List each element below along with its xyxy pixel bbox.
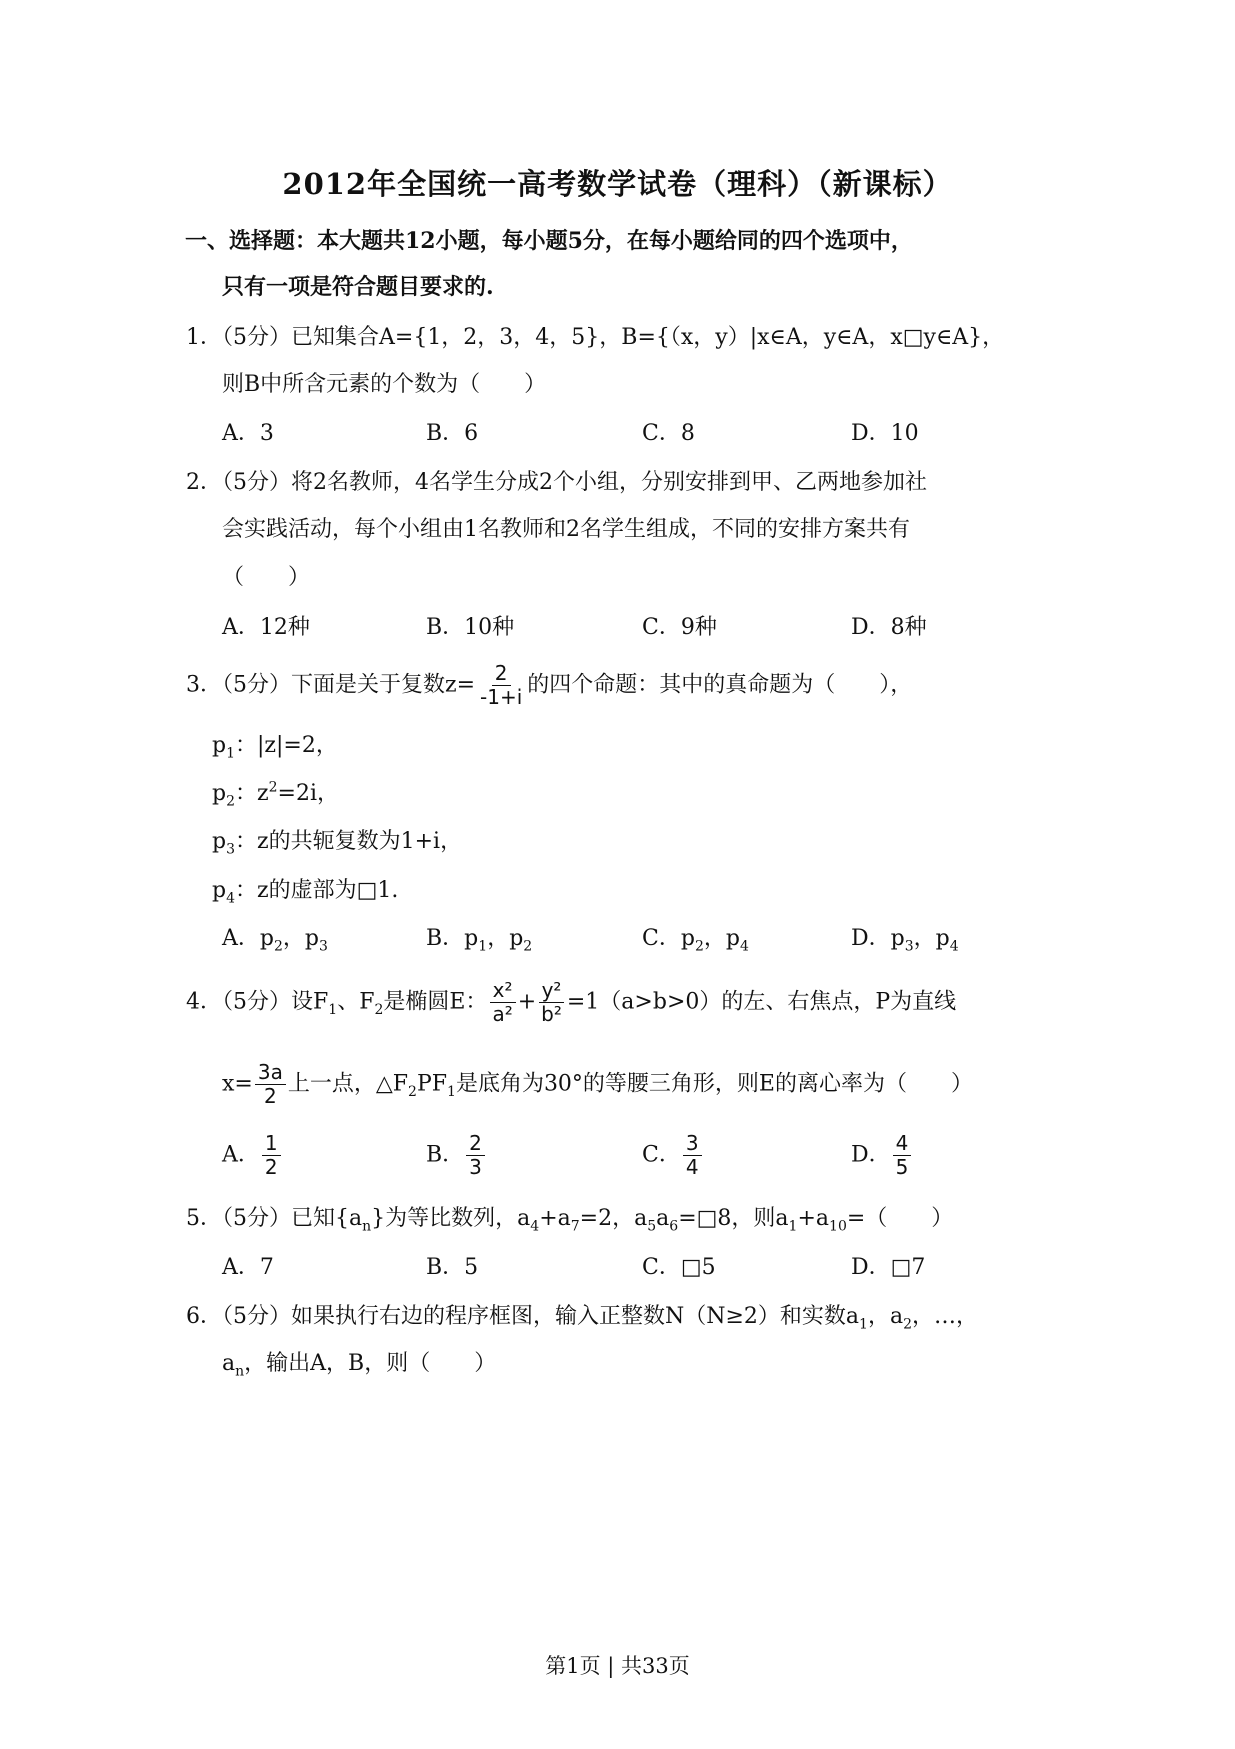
q5-option-a: A．7 [222, 1255, 274, 1280]
q3-fraction-numerator: 2 [492, 663, 511, 686]
q3-stem-post: 的四个命题：其中的真命题为（ ）， [527, 672, 913, 698]
section-heading-line-2: 只有一项是符合题目要求的. [222, 274, 494, 300]
q3-fraction [477, 663, 525, 708]
q1-option-a: A．3 [222, 421, 274, 446]
q5-option-d: D．□7 [851, 1255, 926, 1280]
q3-stem-pre: 3．（5分）下面是关于复数z= [186, 672, 476, 698]
q2-stem-line-3: （ ） [222, 565, 311, 590]
q3-proposition-2: $p_2$：$z^2=2i$， [212, 779, 339, 810]
section-heading-line-1: 一、选择题：本大题共12小题，每小题5分，在每小题给同的四个选项中， [185, 228, 913, 254]
q3-stem [186, 663, 912, 708]
q1-option-d: D．10 [851, 421, 919, 446]
q3-option-d: D．$p_3$，$p_4$ [851, 926, 959, 955]
q4-fraction-x: $\frac{\text{x²}}{\text{a²}}$ [489, 980, 515, 1025]
q3-proposition-3: $p_3$：z的共轭复数为1+i， [212, 829, 463, 858]
q1-stem-line-2: 则B中所含元素的个数为（ ） [222, 372, 547, 397]
q1-option-b: B．6 [426, 421, 479, 446]
q3-proposition-4: $p_4$：z的虚部为□1. [212, 878, 399, 907]
q6-stem-line-2: $a_n$，输出A，B，则（ ） [222, 1351, 497, 1380]
q2-option-c: C．9种 [642, 615, 717, 640]
q4-option-a: A． $\frac{1}{2}$ [222, 1133, 283, 1178]
page-footer: 第1页 | 共33页 [545, 1654, 690, 1678]
q5-option-c: C．□5 [642, 1255, 716, 1280]
q2-option-d: D．8种 [851, 615, 927, 640]
q4-option-d: D． $\frac{4}{5}$ [851, 1133, 913, 1178]
q4-option-c: C． $\frac{3}{4}$ [642, 1133, 704, 1178]
q2-option-a: A．12种 [222, 615, 310, 640]
q4-fraction-3a-over-2: $\frac{3a}{2}$ [255, 1062, 286, 1107]
q4-fraction-y: $\frac{\text{y²}}{\text{b²}}$ [538, 980, 565, 1025]
q4-stem-line-2: x= $\frac{3a}{2}$ 上一点，$\triangle F_2PF_1$是底角为30°的等腰三角形，则E的离心率为（ ） [222, 1060, 973, 1108]
q3-option-c: C．$p_2$，$p_4$ [642, 926, 749, 955]
q1-option-c: C．8 [642, 421, 695, 446]
q5-stem: 5．（5分）已知$\{a_n\}$为等比数列，$a_4+a_7=2$，$a_5a_6=□8$，则$a_1+a_{10}=$（ ） [186, 1206, 954, 1235]
q3-proposition-1: $p_1$：|z|=2， [212, 733, 338, 762]
q4-option-b: B． $\frac{2}{3}$ [426, 1133, 487, 1178]
q2-stem-line-1: 2．（5分）将2名教师，4名学生分成2个小组，分别安排到甲、乙两地参加社 [186, 470, 927, 495]
q4-stem-line-1: 4．（5分）设$F_1$、$F_2$是椭圆E： $\frac{\text{x²}}{\text{a²}}$ + $\frac{\text{y²}}{\text{b²}}$ =1（a>b>0）的左、右焦点，P为直线 [186, 978, 957, 1026]
q1-stem-line-1: 1．（5分）已知集合A={1，2，3，4，5}，B={（x，y）|x∈A，y∈A，x□y∈A}， [186, 325, 1005, 350]
q3-fraction-denominator: -1+i [480, 685, 523, 709]
q6-stem-line-1: 6．（5分）如果执行右边的程序框图，输入正整数N（N≥2）和实数$a_1$，$a_2$，…， [186, 1304, 979, 1333]
q2-option-b: B．10种 [426, 615, 515, 640]
page-title: 2012年全国统一高考数学试卷（理科）（新课标） [282, 167, 953, 201]
q2-stem-line-2: 会实践活动，每个小组由1名教师和2名学生组成，不同的安排方案共有 [222, 517, 910, 542]
q3-option-a: A．$p_2$，$p_3$ [222, 926, 328, 955]
q5-option-b: B．5 [426, 1255, 479, 1280]
q3-option-b: B．$p_1$，$p_2$ [426, 926, 533, 955]
